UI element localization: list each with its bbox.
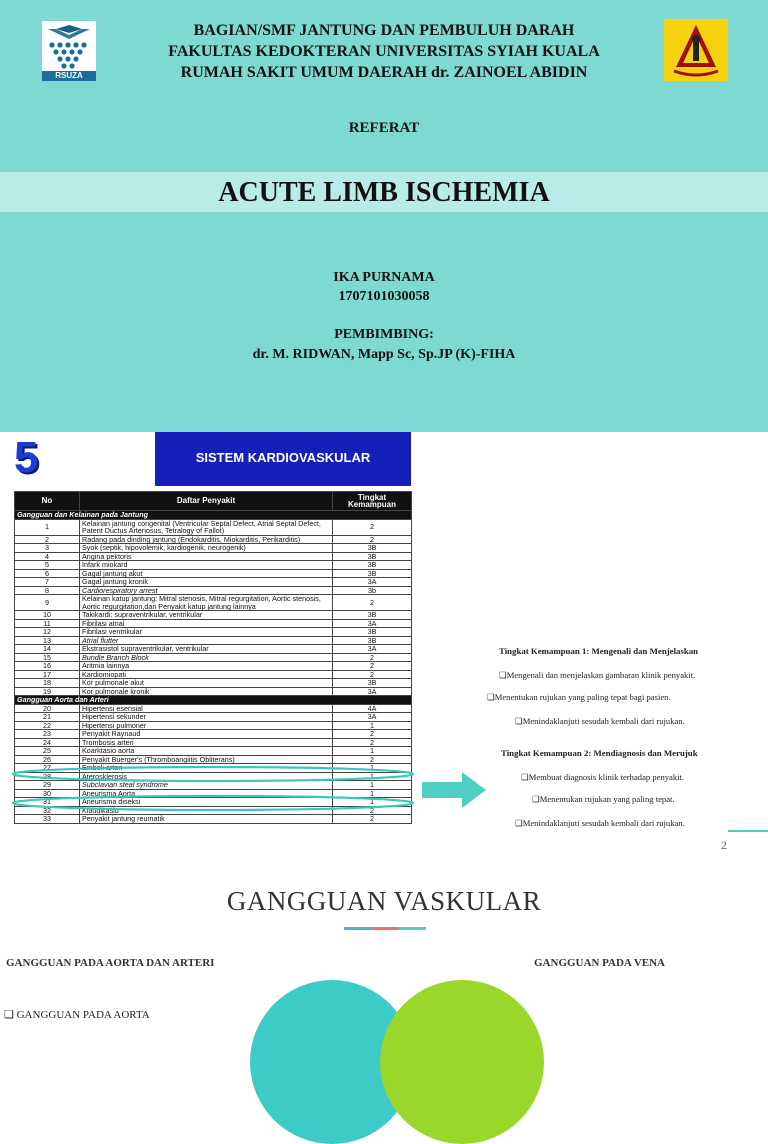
row-disease: Hipertensi sekunder bbox=[80, 713, 333, 722]
row-disease: Infark miokard bbox=[80, 561, 333, 570]
vein-heading: GANGGUAN PADA VENA bbox=[534, 957, 665, 969]
table-row bbox=[15, 561, 412, 570]
row-number: 30 bbox=[15, 789, 80, 798]
supervisor-label: PEMBIMBING: bbox=[334, 327, 434, 342]
row-disease: Klaudikasio bbox=[80, 806, 333, 815]
row-level: 3B bbox=[333, 636, 412, 645]
row-number: 18 bbox=[15, 679, 80, 688]
row-number: 26 bbox=[15, 755, 80, 764]
row-number: 1 bbox=[15, 519, 80, 535]
row-number: 6 bbox=[15, 569, 80, 578]
row-number: 7 bbox=[15, 578, 80, 587]
level2-item: ❑Menentukan rujukan yang paling tepat. bbox=[532, 794, 675, 804]
row-disease: Takikardi: supraventrikular, ventrikular bbox=[80, 611, 333, 620]
title-slide bbox=[0, 0, 768, 432]
row-level: 3B bbox=[333, 628, 412, 637]
row-disease: Kor pulmonale kronik bbox=[80, 687, 333, 696]
highlight-ellipse-row-27 bbox=[13, 796, 413, 810]
row-disease: Gagal jantung akut bbox=[80, 569, 333, 578]
table-row bbox=[15, 670, 412, 679]
row-number: 2 bbox=[15, 535, 80, 544]
row-number: 14 bbox=[15, 645, 80, 654]
table-row bbox=[15, 730, 412, 739]
row-disease: Angina pektoris bbox=[80, 552, 333, 561]
table-row bbox=[15, 815, 412, 824]
row-level: 3A bbox=[333, 619, 412, 628]
title-underline bbox=[344, 927, 426, 930]
table-row bbox=[15, 628, 412, 637]
highlight-ellipses bbox=[8, 762, 418, 814]
table-group-row bbox=[15, 696, 412, 705]
header-line-3: RUMAH SAKIT UMUM DAERAH dr. ZAINOEL ABIDIN bbox=[180, 64, 588, 81]
row-number: 23 bbox=[15, 730, 80, 739]
table-group-row bbox=[15, 511, 412, 520]
table-row bbox=[15, 552, 412, 561]
table-row bbox=[15, 747, 412, 756]
section-number: 5 bbox=[14, 433, 39, 482]
table-row bbox=[15, 653, 412, 662]
row-disease: Kelainan katup jantung: Mitral stenosis, Mitral regurgitation, Aortic stenosis, Aortic regurgitation,dan Penyakit katup jantung lainnya bbox=[80, 595, 333, 611]
table-group-label: Gangguan dan Kelainan pada Jantung bbox=[15, 511, 412, 520]
table-row bbox=[15, 662, 412, 671]
col-header-no: No bbox=[15, 492, 80, 511]
circle-right bbox=[380, 980, 544, 1144]
row-number: 16 bbox=[15, 662, 80, 671]
row-level: 3A bbox=[333, 687, 412, 696]
row-disease: Fibrilasi atrial bbox=[80, 619, 333, 628]
level1-title: Tingkat Kemampuan 1: Mengenali dan Menjelaskan bbox=[499, 646, 699, 656]
table-row bbox=[15, 645, 412, 654]
competency-slide bbox=[0, 432, 768, 864]
row-level: 2 bbox=[333, 670, 412, 679]
row-disease: Kelainan jantung congenital (Ventricular Septal Defect, Atrial Septal Defect, Patent Ductus Arteriosus, Tetralogy of Fallot) bbox=[80, 519, 333, 535]
row-level: 2 bbox=[333, 738, 412, 747]
vascular-title: GANGGUAN VASKULAR bbox=[226, 886, 542, 916]
table-row bbox=[15, 619, 412, 628]
row-level: 2 bbox=[333, 806, 412, 815]
author-name: IKA PURNAMA bbox=[333, 270, 435, 285]
table-row bbox=[15, 569, 412, 578]
level1-item: ❑Menindaklanjuti sesudah kembali dari rujukan. bbox=[515, 716, 685, 726]
row-disease: Hipertensi esensial bbox=[80, 704, 333, 713]
supervisor-name: dr. M. RIDWAN, Mapp Sc, Sp.JP (K)-FIHA bbox=[252, 347, 516, 362]
row-number: 8 bbox=[15, 586, 80, 595]
row-level: 1 bbox=[333, 781, 412, 790]
row-disease: Hipertensi pulmoner bbox=[80, 721, 333, 730]
level2-item: ❑Menindaklanjuti sesudah kembali dari rujukan. bbox=[515, 818, 685, 828]
row-disease: Aritmia lainnya bbox=[80, 662, 333, 671]
row-level: 1 bbox=[333, 747, 412, 756]
row-number: 24 bbox=[15, 738, 80, 747]
row-number: 32 bbox=[15, 806, 80, 815]
row-number: 12 bbox=[15, 628, 80, 637]
row-disease: Aneurisma Aorta bbox=[80, 789, 333, 798]
row-number: 27 bbox=[15, 764, 80, 773]
row-number: 25 bbox=[15, 747, 80, 756]
row-level: 3b bbox=[333, 586, 412, 595]
row-level: 2 bbox=[333, 595, 412, 611]
level1-item: ❑Menentukan rujukan yang paling tepat bagi pasien. bbox=[487, 692, 671, 702]
highlight-ellipse-row-24 bbox=[13, 767, 413, 781]
table-row bbox=[15, 721, 412, 730]
row-disease: Bundle Branch Block bbox=[80, 653, 333, 662]
col-header-disease: Daftar Penyakit bbox=[80, 492, 333, 511]
row-disease: Cardiorespiratory arrest bbox=[80, 586, 333, 595]
row-disease: Subclavian steal syndrome bbox=[80, 781, 333, 790]
table-row bbox=[15, 595, 412, 611]
table-row bbox=[15, 738, 412, 747]
row-number: 9 bbox=[15, 595, 80, 611]
row-disease: Emboli arteri bbox=[80, 764, 333, 773]
row-number: 13 bbox=[15, 636, 80, 645]
vascular-slide bbox=[0, 864, 768, 1024]
row-disease: Atrial flutter bbox=[80, 636, 333, 645]
row-number: 5 bbox=[15, 561, 80, 570]
row-level: 2 bbox=[333, 519, 412, 535]
doc-type: REFERAT bbox=[348, 120, 420, 136]
row-number: 29 bbox=[15, 781, 80, 790]
row-number: 22 bbox=[15, 721, 80, 730]
row-level: 3B bbox=[333, 561, 412, 570]
col-header-level: Tingkat Kemampuan bbox=[333, 492, 412, 511]
row-number: 28 bbox=[15, 772, 80, 781]
row-disease: Ekstrasistol supraventrikular, ventrikular bbox=[80, 645, 333, 654]
row-level: 4A bbox=[333, 704, 412, 713]
row-disease: Penyakit Raynaud bbox=[80, 730, 333, 739]
row-level: 3A bbox=[333, 713, 412, 722]
header-line-1: BAGIAN/SMF JANTUNG DAN PEMBULUH DARAH bbox=[193, 22, 575, 39]
row-level: 3B bbox=[333, 544, 412, 553]
row-level: 3B bbox=[333, 611, 412, 620]
level1-item: ❑Mengenali dan menjelaskan gambaran klinik penyakit. bbox=[499, 670, 696, 680]
aorta-artery-heading: GANGGUAN PADA AORTA DAN ARTERI bbox=[6, 957, 215, 969]
row-level: 3B bbox=[333, 552, 412, 561]
level2-title: Tingkat Kemampuan 2: Mendiagnosis dan Merujuk bbox=[501, 748, 698, 758]
row-level: 2 bbox=[333, 535, 412, 544]
table-row bbox=[15, 713, 412, 722]
row-disease: Aneurisma diseksi bbox=[80, 798, 333, 807]
table-header-row bbox=[15, 492, 412, 511]
row-disease: Gagal jantung kronik bbox=[80, 578, 333, 587]
row-number: 15 bbox=[15, 653, 80, 662]
row-disease: Penyakit jantung reumatik bbox=[80, 815, 333, 824]
table-row bbox=[15, 636, 412, 645]
row-number: 33 bbox=[15, 815, 80, 824]
row-level: 1 bbox=[333, 721, 412, 730]
row-number: 17 bbox=[15, 670, 80, 679]
row-number: 11 bbox=[15, 619, 80, 628]
row-level: 2 bbox=[333, 653, 412, 662]
row-disease: Trombosis arteri bbox=[80, 738, 333, 747]
author-id: 1707101030058 bbox=[338, 289, 430, 304]
table-row bbox=[15, 544, 412, 553]
row-number: 10 bbox=[15, 611, 80, 620]
rsuza-logo-text: RSUZA bbox=[55, 71, 83, 80]
row-number: 21 bbox=[15, 713, 80, 722]
row-level: 2 bbox=[333, 815, 412, 824]
row-disease: Radang pada dinding jantung (Endokarditis, Miokarditis, Perikarditis) bbox=[80, 535, 333, 544]
row-level: 2 bbox=[333, 755, 412, 764]
row-disease: Syok (septik, hipovolemik, kardiogenik, neurogenik) bbox=[80, 544, 333, 553]
table-row bbox=[15, 578, 412, 587]
row-disease: Koarktasio aorta bbox=[80, 747, 333, 756]
row-level: 2 bbox=[333, 730, 412, 739]
slide-title: ACUTE LIMB ISCHEMIA bbox=[218, 177, 550, 208]
row-disease: Kor pulmonale akut bbox=[80, 679, 333, 688]
row-level: 1 bbox=[333, 789, 412, 798]
table-group-label: Gangguan Aorta dan Arteri bbox=[15, 696, 412, 705]
header-line-2: FAKULTAS KEDOKTERAN UNIVERSITAS SYIAH KUALA bbox=[168, 43, 600, 60]
row-level: 3A bbox=[333, 578, 412, 587]
page-number: 2 bbox=[721, 838, 727, 852]
row-number: 3 bbox=[15, 544, 80, 553]
row-number: 20 bbox=[15, 704, 80, 713]
aorta-list-item: ❑ GANGGUAN PADA AORTA bbox=[4, 1009, 150, 1021]
row-disease: Aterosklerosis bbox=[80, 772, 333, 781]
section-title: SISTEM KARDIOVASKULAR bbox=[195, 450, 371, 465]
row-level: 1 bbox=[333, 772, 412, 781]
row-level: 1 bbox=[333, 798, 412, 807]
row-level: 2 bbox=[333, 662, 412, 671]
right-arrow-icon bbox=[422, 772, 488, 808]
row-level: 1 bbox=[333, 764, 412, 773]
row-level: 3B bbox=[333, 569, 412, 578]
section-banner bbox=[155, 432, 411, 486]
row-disease: Penyakit Buerger's (Thromboangiitis Obliterans) bbox=[80, 755, 333, 764]
level2-item: ❑Membuat diagnosis klinik terhadap penyakit. bbox=[521, 772, 685, 782]
row-level: 3A bbox=[333, 645, 412, 654]
row-level: 3B bbox=[333, 679, 412, 688]
table-row bbox=[15, 704, 412, 713]
row-disease: Kardiomiopati bbox=[80, 670, 333, 679]
row-disease: Fibrilasi ventrikular bbox=[80, 628, 333, 637]
row-number: 4 bbox=[15, 552, 80, 561]
table-row bbox=[15, 679, 412, 688]
table-row bbox=[15, 611, 412, 620]
table-row bbox=[15, 519, 412, 535]
corner-accent-line bbox=[728, 830, 768, 832]
row-number: 31 bbox=[15, 798, 80, 807]
row-number: 19 bbox=[15, 687, 80, 696]
